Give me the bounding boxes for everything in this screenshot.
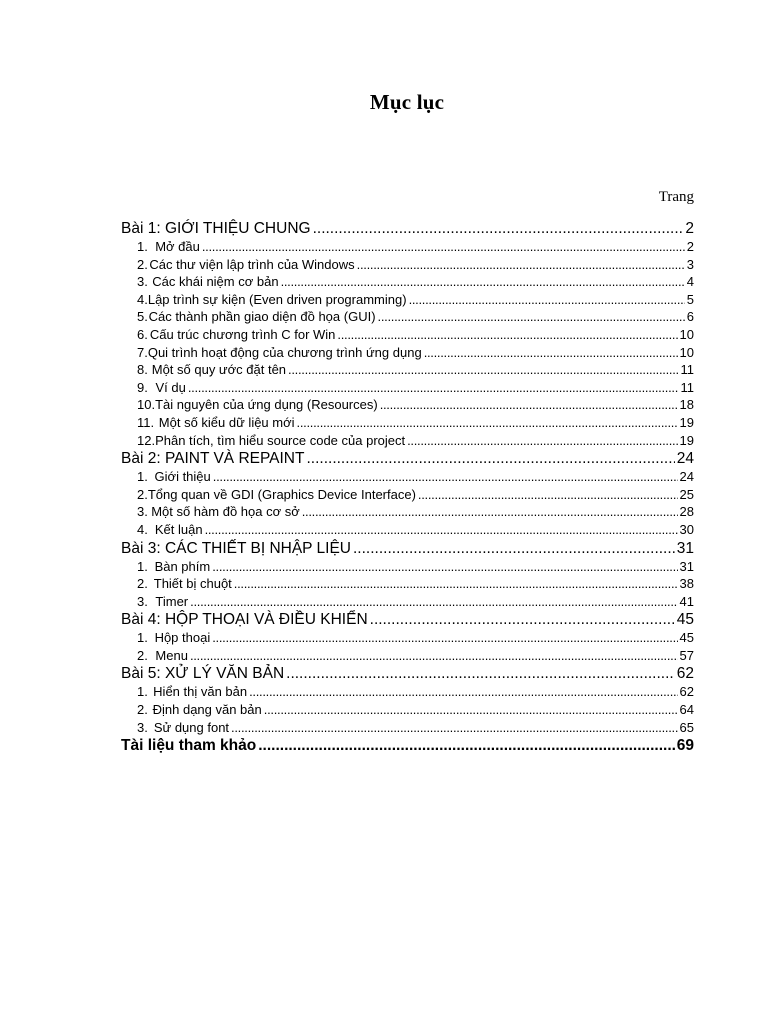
toc-item-number: 12.	[137, 432, 156, 448]
dot-leader	[205, 521, 678, 539]
dot-leader	[357, 256, 685, 274]
toc-label: Sử dụng font	[153, 719, 230, 735]
toc-item-number: 6.	[137, 326, 148, 342]
toc-item[interactable]	[121, 238, 694, 256]
dot-leader	[418, 486, 678, 504]
dot-leader	[302, 503, 678, 521]
toc-item-number: 2.	[137, 576, 148, 592]
toc-item-number: 1.	[137, 558, 148, 574]
dot-leader	[188, 379, 679, 397]
toc-chapter[interactable]	[121, 736, 694, 755]
toc-label: Tài liệu tham khảo	[121, 737, 257, 755]
toc-item[interactable]	[121, 629, 694, 647]
toc-page-number: 31	[679, 558, 694, 574]
toc-item-number: 3.	[137, 504, 148, 520]
toc-label: Bài 3: CÁC THIẾT BỊ NHẬP LIỆU	[121, 539, 351, 557]
toc-item[interactable]	[121, 414, 694, 432]
toc-label: Các khái niệm cơ bản	[152, 274, 279, 290]
toc-page-number: 31	[676, 539, 694, 557]
toc-item[interactable]	[121, 344, 694, 362]
dot-leader	[281, 273, 685, 291]
toc-label: Tổng quan về GDI (Graphics Device Interface)	[147, 486, 416, 502]
toc-label: Phân tích, tìm hiểu source code của project	[155, 432, 406, 448]
dot-leader	[409, 291, 685, 309]
toc-item[interactable]	[121, 521, 694, 539]
page-column-label: Trang	[658, 189, 694, 205]
toc-chapter[interactable]	[121, 219, 694, 238]
toc-page-number: 57	[679, 647, 694, 663]
toc-label: Bài 5: XỬ LÝ VĂN BẢN	[121, 665, 285, 683]
toc-page-number: 25	[679, 486, 694, 502]
dot-leader	[190, 647, 678, 665]
dot-leader	[258, 736, 675, 755]
toc-item[interactable]	[121, 647, 694, 665]
toc-item-number: 4.	[137, 291, 148, 307]
toc-page-number: 24	[679, 469, 694, 485]
toc-page-number: 2	[685, 220, 694, 237]
dot-leader	[407, 432, 677, 450]
toc-item[interactable]	[121, 256, 694, 274]
toc-chapter[interactable]	[121, 539, 694, 558]
toc-label: Timer	[155, 593, 189, 609]
dot-leader	[370, 610, 675, 629]
dot-leader	[202, 238, 685, 256]
toc-page-number: 3	[686, 256, 694, 272]
toc-label: Định dạng văn bản	[152, 702, 262, 718]
toc-label: Ví dụ	[155, 379, 186, 395]
toc-page-number: 10	[679, 344, 694, 360]
toc-item-number: 1.	[137, 239, 148, 254]
toc-item[interactable]	[121, 575, 694, 593]
toc-page-number: 69	[676, 737, 694, 755]
dot-leader	[288, 361, 678, 379]
toc-page-number: 6	[686, 309, 694, 325]
dot-leader	[249, 683, 677, 701]
toc-item[interactable]	[121, 593, 694, 611]
toc-chapter[interactable]	[121, 449, 694, 468]
table-of-contents	[121, 219, 694, 755]
toc-page-number: 18	[679, 397, 694, 413]
toc-label: Các thư viện lập trình của Windows	[149, 256, 355, 272]
toc-chapter[interactable]	[121, 664, 694, 683]
dot-leader	[353, 539, 675, 558]
toc-item[interactable]	[121, 503, 694, 521]
toc-label: Qui trình hoạt động của chương trình ứng dụng	[147, 344, 422, 360]
toc-page-number: 65	[679, 719, 694, 735]
document-title: Mục lục	[369, 90, 445, 114]
toc-item-number: 11.	[137, 414, 155, 430]
toc-page-number: 28	[679, 504, 694, 520]
toc-item-number: 1.	[137, 469, 148, 485]
toc-label: Mở đầu	[155, 239, 200, 254]
toc-item-number: 2.	[137, 647, 148, 663]
toc-page-number: 24	[676, 450, 694, 468]
toc-item[interactable]	[121, 361, 694, 379]
toc-item-number: 2.	[137, 702, 148, 718]
dot-leader	[213, 468, 678, 486]
toc-page-number: 45	[676, 611, 694, 629]
toc-item-number: 2.	[137, 256, 148, 272]
toc-label: Giới thiệu	[154, 469, 211, 485]
dot-leader	[212, 558, 677, 576]
toc-page-number: 64	[679, 702, 694, 718]
toc-page-number: 30	[679, 521, 694, 537]
dot-leader	[264, 701, 678, 719]
toc-label: Bài 4: HỘP THOẠI VÀ ĐIỀU KHIỂN	[121, 611, 368, 629]
toc-item-number: 3.	[137, 274, 148, 290]
toc-item-number: 10.	[137, 397, 156, 413]
toc-page-number: 5	[686, 291, 694, 307]
toc-item[interactable]	[121, 291, 694, 309]
toc-label: Một số kiểu dữ liệu mới	[158, 414, 295, 430]
toc-item[interactable]	[121, 683, 694, 701]
toc-item[interactable]	[121, 719, 694, 737]
toc-item[interactable]	[121, 701, 694, 719]
dot-leader	[286, 664, 675, 683]
toc-item[interactable]	[121, 308, 694, 326]
dot-leader	[424, 344, 678, 362]
toc-page-number: 4	[686, 274, 694, 290]
dot-leader	[380, 396, 678, 414]
toc-item-number: 1.	[137, 684, 148, 700]
toc-item[interactable]	[121, 379, 694, 397]
toc-label: Menu	[155, 647, 188, 663]
toc-item[interactable]	[121, 432, 694, 450]
toc-page-number: 10	[679, 326, 694, 342]
toc-chapter[interactable]	[121, 610, 694, 629]
toc-page-number: 19	[679, 432, 694, 448]
toc-item-number: 3.	[137, 593, 148, 609]
toc-label: Tài nguyên của ứng dụng (Resources)	[155, 397, 378, 413]
toc-item-number: 4.	[137, 521, 148, 537]
toc-item-number: 1.	[137, 630, 148, 646]
dot-leader	[231, 719, 677, 737]
toc-label: Một số hàm đồ họa cơ sở	[151, 504, 300, 520]
toc-page-number: 41	[679, 593, 694, 609]
toc-page-number: 11	[680, 362, 694, 378]
dot-leader	[337, 326, 677, 344]
toc-page-number: 2	[686, 239, 694, 254]
toc-label: Bàn phím	[154, 558, 211, 574]
toc-label: Một số quy ước đặt tên	[151, 362, 287, 378]
dot-leader	[190, 593, 677, 611]
dot-leader	[297, 414, 678, 432]
toc-item-number: 8.	[137, 362, 148, 378]
toc-label: Thiết bị chuột	[153, 576, 232, 592]
toc-item-number: 5.	[137, 309, 148, 325]
dot-leader	[313, 219, 684, 238]
toc-page-number: 45	[679, 630, 694, 646]
toc-label: Các thành phần giao diện đồ họa (GUI)	[148, 309, 376, 325]
toc-label: Hộp thoại	[154, 630, 211, 646]
toc-page-number: 62	[676, 665, 694, 683]
toc-item[interactable]	[121, 558, 694, 576]
toc-item[interactable]	[121, 326, 694, 344]
toc-item-number: 3.	[137, 719, 148, 735]
toc-item-number: 7.	[137, 344, 148, 360]
toc-item-number: 2.	[137, 486, 148, 502]
dot-leader	[212, 629, 677, 647]
dot-leader	[378, 308, 685, 326]
toc-label: Bài 1: GIỚI THIỆU CHUNG	[121, 220, 311, 237]
toc-item[interactable]	[121, 396, 694, 414]
toc-page-number: 38	[679, 576, 694, 592]
toc-item-number: 9.	[137, 379, 148, 395]
toc-label: Kết luận	[154, 521, 203, 537]
toc-item[interactable]	[121, 468, 694, 486]
toc-page-number: 11	[680, 379, 694, 395]
dot-leader	[306, 449, 674, 468]
toc-item[interactable]	[121, 486, 694, 504]
dot-leader	[234, 575, 678, 593]
toc-label: Hiển thị văn bản	[153, 684, 248, 700]
toc-item[interactable]	[121, 273, 694, 291]
toc-page-number: 19	[679, 414, 694, 430]
toc-label: Cấu trúc chương trình C for Win	[149, 326, 336, 342]
toc-label: Bài 2: PAINT VÀ REPAINT	[121, 450, 305, 468]
toc-page-number: 62	[679, 684, 694, 700]
toc-label: Lập trình sự kiện (Even driven programming)	[147, 291, 407, 307]
